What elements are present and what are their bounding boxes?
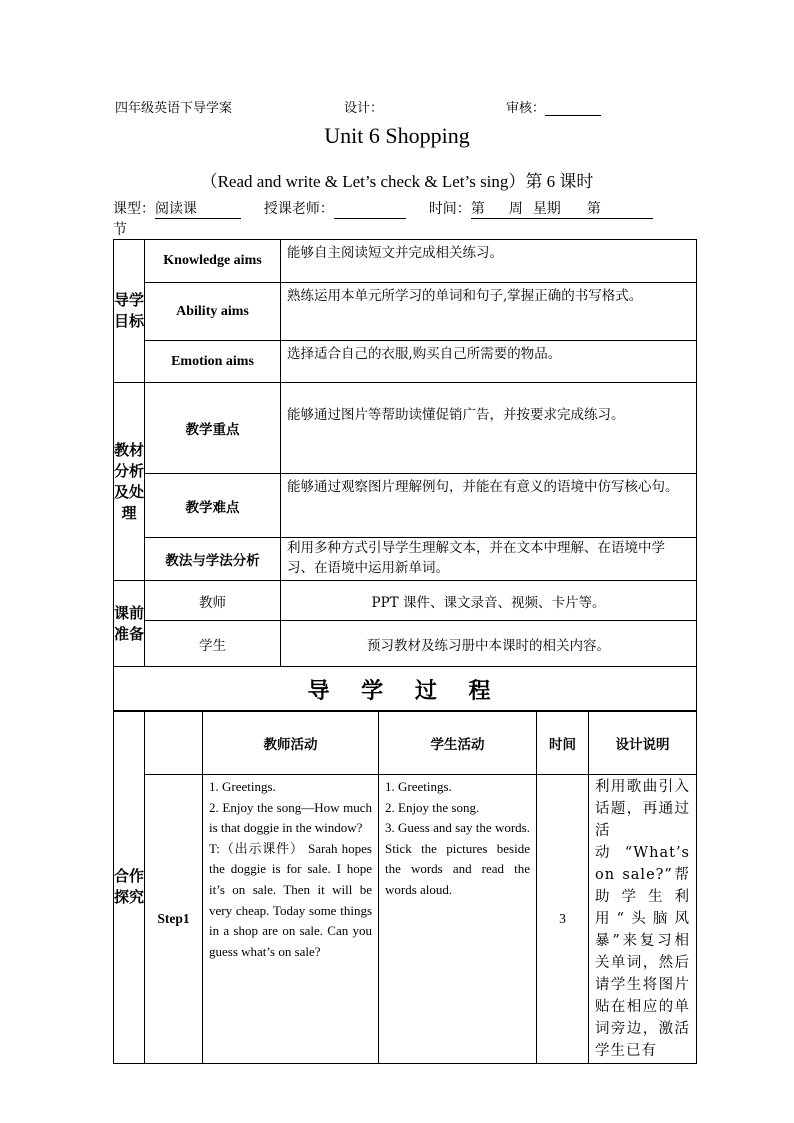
grade-title: 四年级英语下导学案: [115, 101, 233, 116]
analysis-text: 利用多种方式引导学生理解文本，并在文本中理解、在语境中学习、在语境中运用新单词。: [281, 538, 697, 581]
prep-text: 预习教材及练习册中本课时的相关内容。: [281, 621, 697, 667]
goal-row: [114, 240, 697, 283]
prep-label: 学生: [145, 621, 281, 667]
period-blank[interactable]: 节: [113, 222, 127, 238]
teacher-blank[interactable]: [334, 202, 406, 219]
analysis-label: 教学难点: [145, 474, 281, 538]
process-header-row: [114, 711, 697, 775]
student-line: 3. Guess and say the words. Stick the pictures beside the words and read the words aloud.: [385, 820, 530, 897]
course-info-line-2: [113, 219, 173, 239]
process-title: 导 学 过 程: [114, 667, 697, 712]
goal-label: Knowledge aims: [145, 240, 281, 283]
analysis-label: 教法与学法分析: [145, 538, 281, 581]
goal-text: 能够自主阅读短文并完成相关练习。: [281, 240, 697, 283]
analysis-label: 教学重点: [145, 383, 281, 474]
teacher-line: T:（出示课件） Sarah hopes the doggie is for sale. I hope it’s on sale. Then it will be very cheap. Today some things in a shop are on sale. Can you guess what’s on sale?: [209, 840, 372, 959]
student-line: 1. Greetings.: [385, 779, 452, 794]
goal-label: Emotion aims: [145, 341, 281, 383]
time-label: 时间：: [428, 201, 471, 217]
goal-label: Ability aims: [145, 283, 281, 341]
analysis-text: 能够通过图片等帮助读懂促销广告，并按要求完成练习。: [281, 383, 697, 474]
process-title-row: [114, 667, 697, 712]
goal-row: [114, 341, 697, 383]
prep-row: [114, 621, 697, 667]
time-blank[interactable]: 第 周 星期 第: [471, 198, 653, 219]
process-section-label: 合作探究: [114, 711, 145, 1064]
analysis-text: 能够通过观察图片理解例句，并能在有意义的语境中仿写核心句。: [281, 474, 697, 538]
step1-time: 3: [537, 775, 589, 1064]
page-subtitle: （Read and write & Let’s check & Let’s sing）第 6 课时: [200, 172, 594, 191]
analysis-row: [114, 383, 697, 474]
header-empty-cell: [145, 711, 203, 775]
header-time: 时间: [537, 711, 589, 775]
teacher-line: 2. Enjoy the song—How much is that doggie in the window?: [209, 799, 372, 836]
designer-label: 设计：: [344, 101, 384, 116]
course-info-line: [113, 198, 698, 219]
step1-student-activity: [379, 775, 537, 1064]
reviewer-blank[interactable]: [545, 101, 601, 116]
analysis-row: [114, 474, 697, 538]
analysis-row: [114, 538, 697, 581]
reviewer-field: [506, 97, 601, 116]
goal-row: [114, 283, 697, 341]
goal-text: 熟练运用本单元所学习的单词和句子,掌握正确的书写格式。: [281, 283, 697, 341]
step1-design-note: 利用歌曲引入话题，再通过活动“What’s on sale?”帮助学生利用“头脑风暴”来复习相关单词，然后请学生将图片贴在相应的单词旁边，激活学生已有: [589, 775, 697, 1064]
goals-section-label: 导学目标: [114, 240, 145, 383]
prep-row: [114, 581, 697, 621]
analysis-section-label: 教材分析及处理: [114, 383, 145, 581]
header-teacher: 教师活动: [203, 711, 379, 775]
page-title: Unit 6 Shopping: [324, 123, 470, 148]
prep-section-label: 课前准备: [114, 581, 145, 667]
header-design: 设计说明: [589, 711, 697, 775]
teacher-line: 1. Greetings.: [209, 779, 276, 794]
designer-field: [344, 97, 383, 116]
prep-label: 教师: [145, 581, 281, 621]
course-type-value: 阅读课: [155, 198, 241, 219]
reviewer-label: 审核：: [506, 101, 546, 116]
student-line: 2. Enjoy the song.: [385, 799, 480, 815]
step1-label: Step1: [145, 775, 203, 1064]
course-type-label: 课型：: [113, 201, 155, 217]
step1-row: [114, 775, 697, 1064]
prep-text: PPT 课件、课文录音、视频、卡片等。: [281, 581, 697, 621]
step1-teacher-activity: [203, 775, 379, 1064]
teacher-label: 授课老师：: [263, 201, 334, 217]
overview-table: [113, 239, 697, 712]
header-student: 学生活动: [379, 711, 537, 775]
process-table: [113, 710, 697, 1064]
goal-text: 选择适合自己的衣服,购买自己所需要的物品。: [281, 341, 697, 383]
